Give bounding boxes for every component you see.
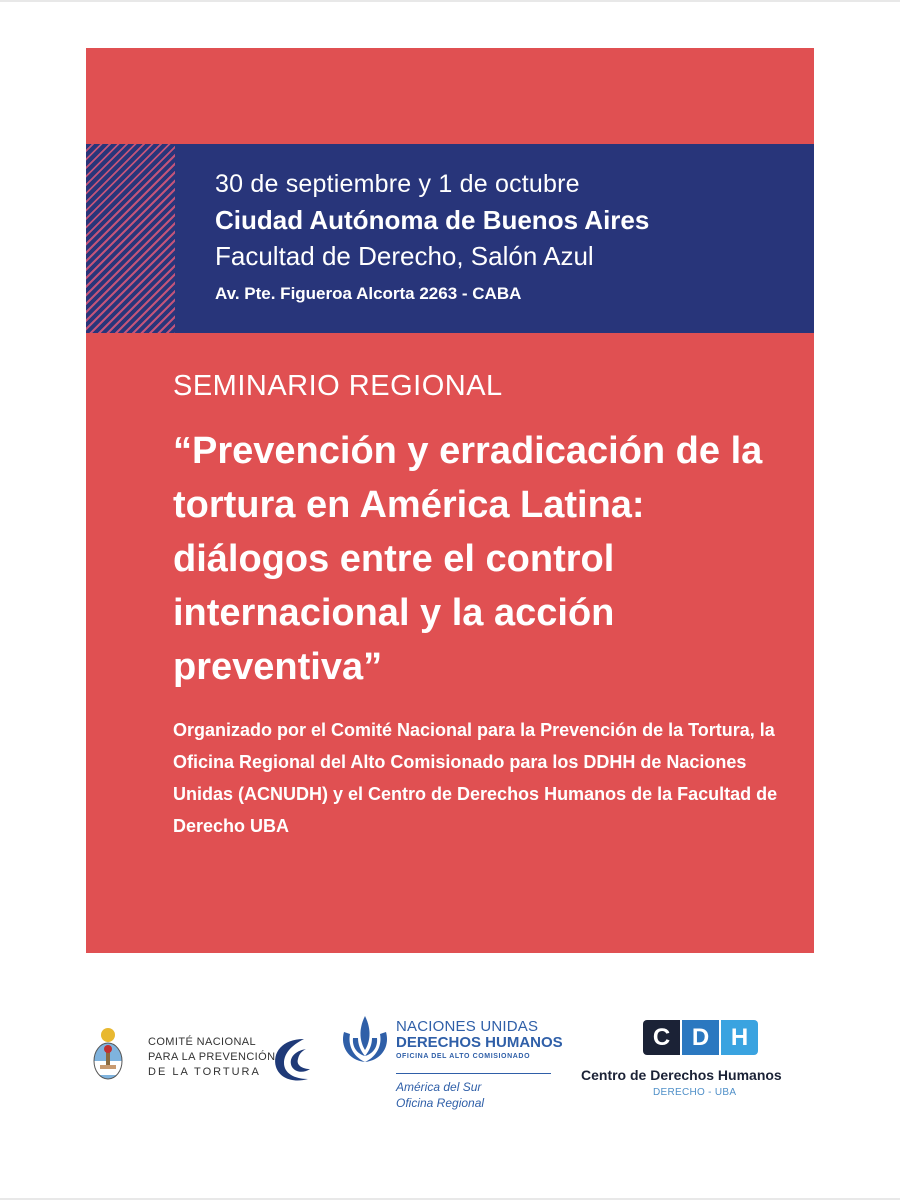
cnpt-line1: COMITÉ NACIONAL <box>148 1036 257 1048</box>
un-flame-laurel-icon <box>338 1012 392 1072</box>
un-line4: América del Sur <box>396 1080 482 1094</box>
stripe-pattern <box>86 144 175 333</box>
cdh-logo <box>575 1015 820 1105</box>
event-address: Av. Pte. Figueroa Alcorta 2263 - CABA <box>215 284 522 303</box>
argentina-coat-of-arms-icon <box>90 1025 126 1085</box>
cdh-letter-h: H <box>721 1020 758 1055</box>
top-border <box>0 0 900 2</box>
cnpt-line2: PARA LA PREVENCIÓN <box>148 1051 276 1063</box>
cdh-letter-boxes <box>643 1020 758 1055</box>
un-line1: NACIONES UNIDAS <box>396 1018 539 1035</box>
event-poster <box>86 48 814 953</box>
event-city: Ciudad Autónoma de Buenos Aires <box>215 205 650 235</box>
cdh-letter-c: C <box>643 1020 680 1055</box>
un-line3: OFICINA DEL ALTO COMISIONADO <box>396 1053 531 1060</box>
cnpt-logo <box>90 1025 320 1095</box>
cnpt-line3: DE LA TORTURA <box>148 1066 261 1078</box>
seminar-title: “Prevención y erradicación de la tortura en América Latina: diálogos entre el control internacional y la acción preventiva” <box>173 430 763 688</box>
event-date: 30 de septiembre y 1 de octubre <box>215 170 580 198</box>
un-line5: Oficina Regional <box>396 1096 485 1110</box>
cdh-name: Centro de Derechos Humanos <box>581 1067 782 1083</box>
event-details <box>215 166 649 304</box>
sponsor-logos <box>0 995 900 1115</box>
cnpt-text <box>148 1035 275 1080</box>
seminar-label: SEMINARIO REGIONAL <box>173 370 503 402</box>
organizers-text: Organizado por el Comité Nacional para la Prevención de la Tortura, la Oficina Regional del Alto Comisionado para los DDHH de Naciones Unidas (ACNUDH) y el Centro de Derechos Humanos de la Facultad de Derecho UBA <box>173 720 778 836</box>
un-divider <box>396 1073 551 1074</box>
event-venue: Facultad de Derecho, Salón Azul <box>215 241 594 271</box>
un-human-rights-logo <box>338 1000 568 1110</box>
cdh-letter-d: D <box>682 1020 719 1055</box>
cnpt-wave-icon <box>268 1033 312 1085</box>
un-region <box>396 1079 484 1111</box>
un-line2: DERECHOS HUMANOS <box>396 1034 563 1051</box>
cdh-sub: DERECHO - UBA <box>653 1087 737 1098</box>
event-info-band <box>86 144 814 333</box>
